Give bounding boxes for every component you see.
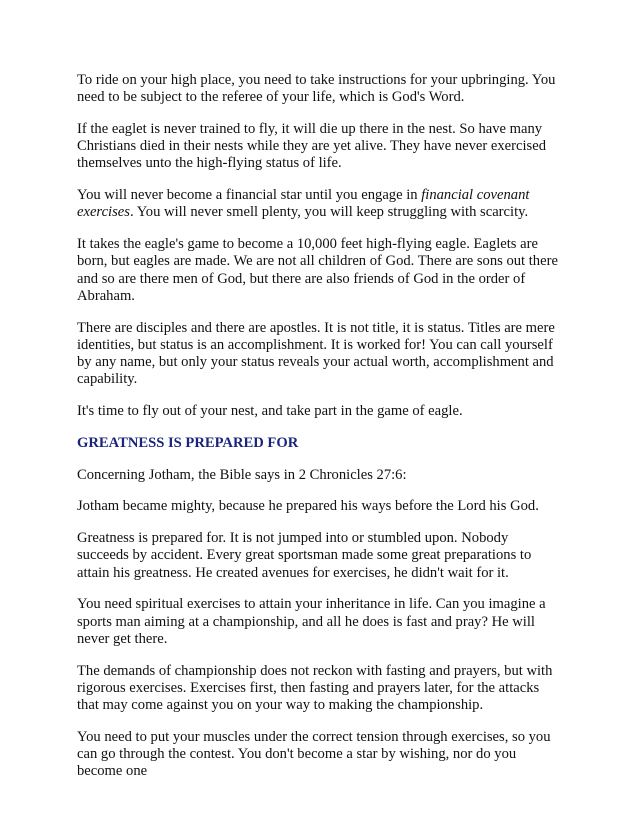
paragraph: Concerning Jotham, the Bible says in 2 Chronicles 27:6:	[77, 466, 407, 483]
paragraph: You need to put your muscles under the correct tension through exercises, so you can go through the contest. You don't become a star by wishing, nor do you become one	[77, 728, 551, 780]
paragraph	[77, 187, 562, 221]
paragraph: It takes the eagle's game to become a 10,000 feet high-flying eagle. Eaglets are born, but eagles are made. We are not all children of God. There are sons out there and so are there men of God, but there are also friends of God in the order of Abraham.	[77, 236, 558, 304]
paragraph: If the eaglet is never trained to fly, it will die up there in the nest. So have many Christians died in their nests while they are yet alive. They have never exercised themselves unto the high-flying status of life.	[77, 121, 547, 172]
paragraph: It's time to fly out of your nest, and take part in the game of eagle.	[77, 403, 463, 420]
paragraph: Greatness is prepared for. It is not jumped into or stumbled upon. Nobody succeeds by accident. Every great sportsman made some great preparations to attain his greatness. He created avenues for exercises, he didn't wait for it.	[77, 530, 532, 581]
paragraph: There are disciples and there are apostles. It is not title, it is status. Titles are mere identities, but status is an accomplishment. It is worked for! You can call yourself by any name, but only your status reveals your actual worth, accomplishment and capability.	[77, 319, 555, 388]
section-heading: GREATNESS IS PREPARED FOR	[77, 434, 299, 451]
paragraph: You need spiritual exercises to attain your inheritance in life. Can you imagine a sports man aiming at a championship, and all he does is fast and pray? He will never get there.	[77, 596, 546, 647]
paragraph: The demands of championship does not reckon with fasting and prayers, but with rigorous exercises. Exercises first, then fasting and prayers later, for the attacks that may come against you on your way to making the championship.	[77, 662, 553, 714]
paragraph: To ride on your high place, you need to take instructions for your upbringing. You need to be subject to the referee of your life, which is God's Word.	[77, 72, 556, 106]
paragraph-text: You will never become a financial star until you engage in	[77, 187, 422, 204]
italic-phrase: financial covenant exercises	[77, 187, 530, 221]
document-page	[77, 72, 562, 795]
paragraph: Jotham became mighty, because he prepared his ways before the Lord his God.	[77, 498, 539, 515]
paragraph-text: . You will never smell plenty, you will keep struggling with scarcity.	[129, 204, 529, 221]
